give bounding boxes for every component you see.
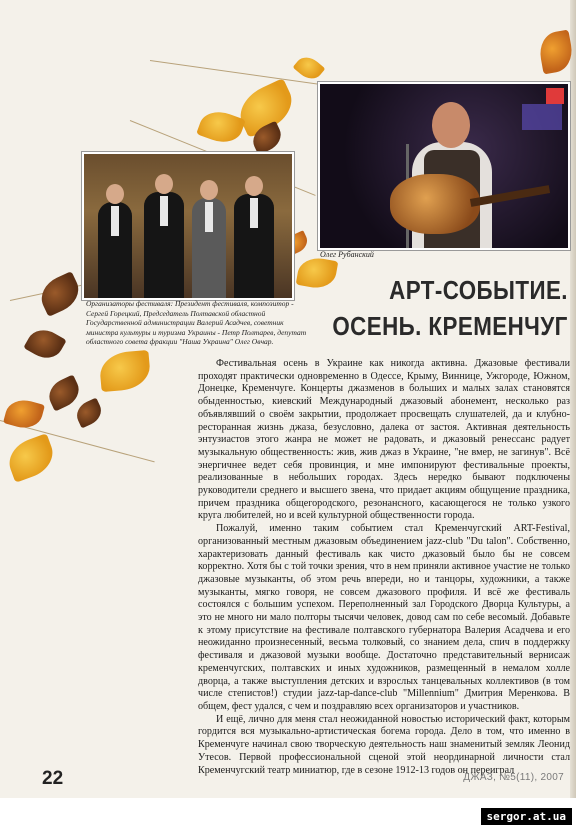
article-paragraph: Пожалуй, именно таким событием стал Кременчугский ART-Festival, организованный местным джазовым объединением jazz-club "Du talon". Собственно, характеризовать данный фестиваль как чисто джазовый было бы не совсем корректно. Хотя бы с той точки зрения, что в нем приняли активное участие не только джазовые музыканты, об этом речь впереди, но и танцоры, художники, а также музыканты, мягко говоря, не совсем джазового профиля. И всё же фестиваль состоялся с большим успехом. Переполненный зал Городского Дворца Культуры, а это не много ни мало полторы тысячи человек, довод сам по себе весомый. Добавьте к этому присутствие на фестивале полтавского губернатора Валерия Асадчева и его неожиданно произнесенный, весьма толковый, со знанием дела, спич в поддержку фестиваля и джазовой музыки вообще. Достаточно представительный вернисаж кременчугских, полтавских и иных художников, размещенный в немалом холле дворца, а также выступления детских и взрослых танцевальных коллективов (в том числе степистов!) студии jazz-tap-dance-club "Millennium" Дмитрия Меренкова. В общем, фест удался, с чем и поздравляю всех организаторов и участников.: [198, 523, 570, 712]
organizers-photo-caption: Организаторы фестиваля: Президент фестиваля, композитор - Сергей Горецкий, Председатель Полтавской областной Государственной администрации Валерий Асадчев, советник министра культуры и туризма Украины - Петр Полтарев, депутат областного совета фракции "Наша Украина" Олег Овчар.: [86, 299, 307, 346]
guitarist-photo: [318, 82, 570, 250]
page-edge: [570, 0, 576, 831]
guitarist-photo-caption: Олег Рубанский: [320, 250, 374, 259]
article-headline-line2: ОСЕНЬ. КРЕМЕНЧУГ: [332, 311, 568, 341]
issue-label: ДЖАЗ, №5(11), 2007: [463, 772, 564, 783]
article-paragraph: И ещё, лично для меня стал неожиданной новостью исторический факт, которым гордится вся музыкально-артистическая богема города. Дело в том, что именно в Кременчуге начинал свою творческую деятельность наш знаменитый земляк Леонид Утесов. Первой профессиональной сценой этой неординарной личности стал Кременчугский театр миниатюр, где в сезоне 1912-13 годов он переиграл: [198, 713, 570, 776]
article-paragraph: Фестивальная осень в Украине как никогда активна. Джазовые фестивали проходят практически одновременно в Одессе, Крыму, Виннице, Ужгороде, Южном, Донецке, Кременчуге. Концерты джазменов в больших и малых залах становятся обыденностью, киевский Международный джазовый абонемент, несколько раз объявлявший о своём закрытии, продолжает просвещать слушателей, да и клубно-ресторанная жизнь джаза, безусловно, далека от застоя. Активная деятельность энтузиастов этого жанра не может не радовать, и джазовый ренессанс радует музыкальную общественность: жив, жив джаз в Украине, "не вмер, не загинув". Всё энергичнее ведет себя провинция, и мне импонируют фестивальные проекты, реализованные в небольших городах. Здесь нередко бывают подключены руководители среднего и высшего звена, что придает акциям общущение праздника, причем праздника общегородского, резонансного, касающегося не только узкого круга любителей, но и всей культурной общественности города.: [198, 358, 570, 522]
site-watermark: sergor.at.ua: [481, 808, 572, 825]
article-body: [198, 358, 570, 777]
organizers-photo: [82, 152, 294, 300]
article-headline-line1: АРТ-СОБЫТИЕ.: [389, 275, 568, 305]
page-number: 22: [42, 768, 64, 789]
